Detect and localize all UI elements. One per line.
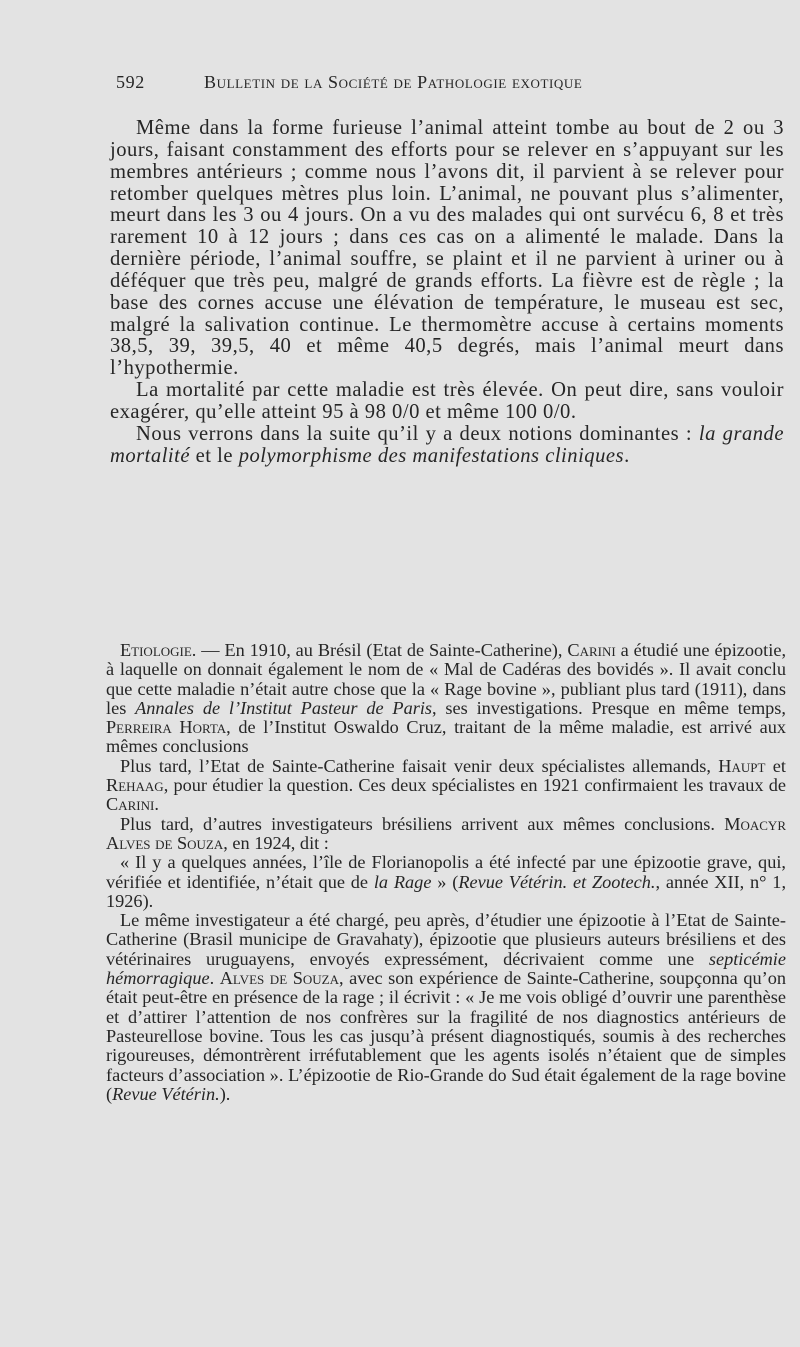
running-title: Bulletin de la Société de Pathologie exotique (204, 72, 583, 92)
text-run: Plus tard, l’Etat de Sainte-Catherine faisait venir deux spécialistes allemands, (120, 755, 719, 776)
paragraph-forme-furieuse: Même dans la forme furieuse l’animal atteint tombe au bout de 2 ou 3 jours, faisant constamment des efforts pour se relever en s’appuyant sur les membres antérieurs ; comme nous l’avons dit, il parvient à se relever pour retomber quelques mètres plus loin. L’animal, ne pouvant plus s’alimenter, meurt dans les 3 ou 4 jours. On a vu des malades qui ont survécu 6, 8 et très rarement 10 à 12 jours ; dans ces cas on a alimenté le malade. Dans la dernière période, l’animal souffre, se plaint et il ne parvient à uriner ou à déféquer que très peu, malgré de grands efforts. La fièvre est de règle ; la base des cornes accuse une élévation de température, le museau est sec, malgré la salivation continue. Le thermomètre accuse à certains moments 38,5, 39, 39,5, 40 et même 40,5 degrés, mais l’animal meurt dans l’hypothermie. (110, 117, 784, 380)
author-name: Haupt (718, 755, 766, 776)
text-run: . (209, 968, 220, 989)
text-run: » ( (431, 871, 459, 892)
emphasis-polymorphisme: polymorphisme des manifestations cliniques (238, 444, 625, 467)
text-run: , année XII, n° 1, 1926). (106, 871, 787, 911)
author-name: Perreira Horta (106, 717, 227, 738)
journal-title: Annales de l’Institut Pasteur de Paris (135, 697, 433, 718)
emphasis-grande-mortalite: la grande mortalité (110, 422, 784, 467)
text-run: ). (219, 1083, 231, 1104)
text-run: Le même investigateur a été chargé, peu après, d’étudier une épizootie à l’Etat de Sainte-Catherine (Brasil municipe de Gravahaty), épizootie que plusieurs auteurs brésiliens et des vétérinaires uruguayens, envoyés expressément, décrivaient comme une (106, 910, 786, 969)
journal-title: Revue Vétérin. et Zootech. (458, 871, 656, 892)
text-run: Plus tard, d’autres investigateurs brésiliens arrivent aux mêmes conclusions. (120, 813, 725, 834)
etiologie-section (106, 641, 786, 1104)
page-number: 592 (116, 72, 145, 92)
page-header (110, 72, 670, 98)
text-run: « Il y a quelques années, l’île de Florianopolis a été infecté par une épizootie grave, qui, vérifiée et identifiée, n’était que de (106, 852, 786, 892)
clinical-section (110, 118, 784, 468)
text-run: Nous verrons dans la suite qu’il y a deux notions dominantes : (136, 422, 699, 445)
text-run: . (154, 794, 159, 815)
text-run: , en 1924, dit : (223, 832, 329, 853)
journal-title: Revue Vétérin. (112, 1083, 220, 1104)
paragraph-sainte-catherine (106, 911, 786, 1104)
text-run: , pour étudier la question. Ces deux spécialistes en 1921 confirmaient les travaux de (163, 775, 786, 796)
paragraph-mortalite: La mortalité par cette maladie est très élevée. On peut dire, sans vouloir exagérer, qu’elle atteint 95 à 98 0/0 et même 100 0/0. (110, 379, 784, 423)
paragraph-citation-florianopolis (106, 853, 786, 911)
section-heading-etiologie: Etiologie. (120, 640, 197, 660)
text-run: , avec son expérience de Sainte-Catherine, soupçonna qu’on était peut-être en présence de la rage ; il écrivit : « Je me vois obligé d’ouvrir une parenthèse et d’attirer l’attention de nos confrères sur la fragilité de nos diagnostics antérieurs de Pasteurellose bovine. Tous les cas jusqu’à présent diagnostiqués, soumis à des recherches rigoureuses, démontrèrent irréfutablement que les agents isolés n’étaient que de simples facteurs d’association ». L’épizootie de Rio-Grande do Sud était également de la rage bovine ( (106, 968, 786, 1104)
paragraph-specialistes (106, 757, 786, 815)
author-name: Carini (567, 640, 616, 660)
author-name: Rehaag (106, 775, 164, 796)
text-run: , ses investigations. Presque en même temps, (432, 697, 786, 718)
paragraph-etiologie (106, 641, 786, 757)
emphasis-la-rage: la Rage (373, 871, 432, 892)
text-run: et (765, 755, 786, 776)
emphasis-septicemie: septicémie hémorragique (106, 948, 786, 989)
author-name: Moacyr Alves de Souza (106, 813, 786, 853)
text-run: . (624, 444, 630, 467)
paragraph-notions-dominantes (110, 424, 784, 468)
text-run: a étudié une épizootie, à laquelle on donnait également le nom de « Mal de Cadéras des bovidés ». Il avait conclu que cette maladie n’était autre chose que la « Rage bovine », publiant plus tard (1911), dans les (106, 640, 787, 718)
text-run: , de l’Institut Oswaldo Cruz, traitant de la même maladie, est arrivé aux mêmes conclusions (106, 717, 786, 757)
text-run: et le (190, 444, 239, 467)
author-name: Carini (106, 794, 155, 815)
author-name: Alves de Souza (219, 968, 339, 989)
text-run: — En 1910, au Brésil (Etat de Sainte-Catherine), (196, 640, 568, 660)
paragraph-investigateurs (106, 815, 786, 854)
